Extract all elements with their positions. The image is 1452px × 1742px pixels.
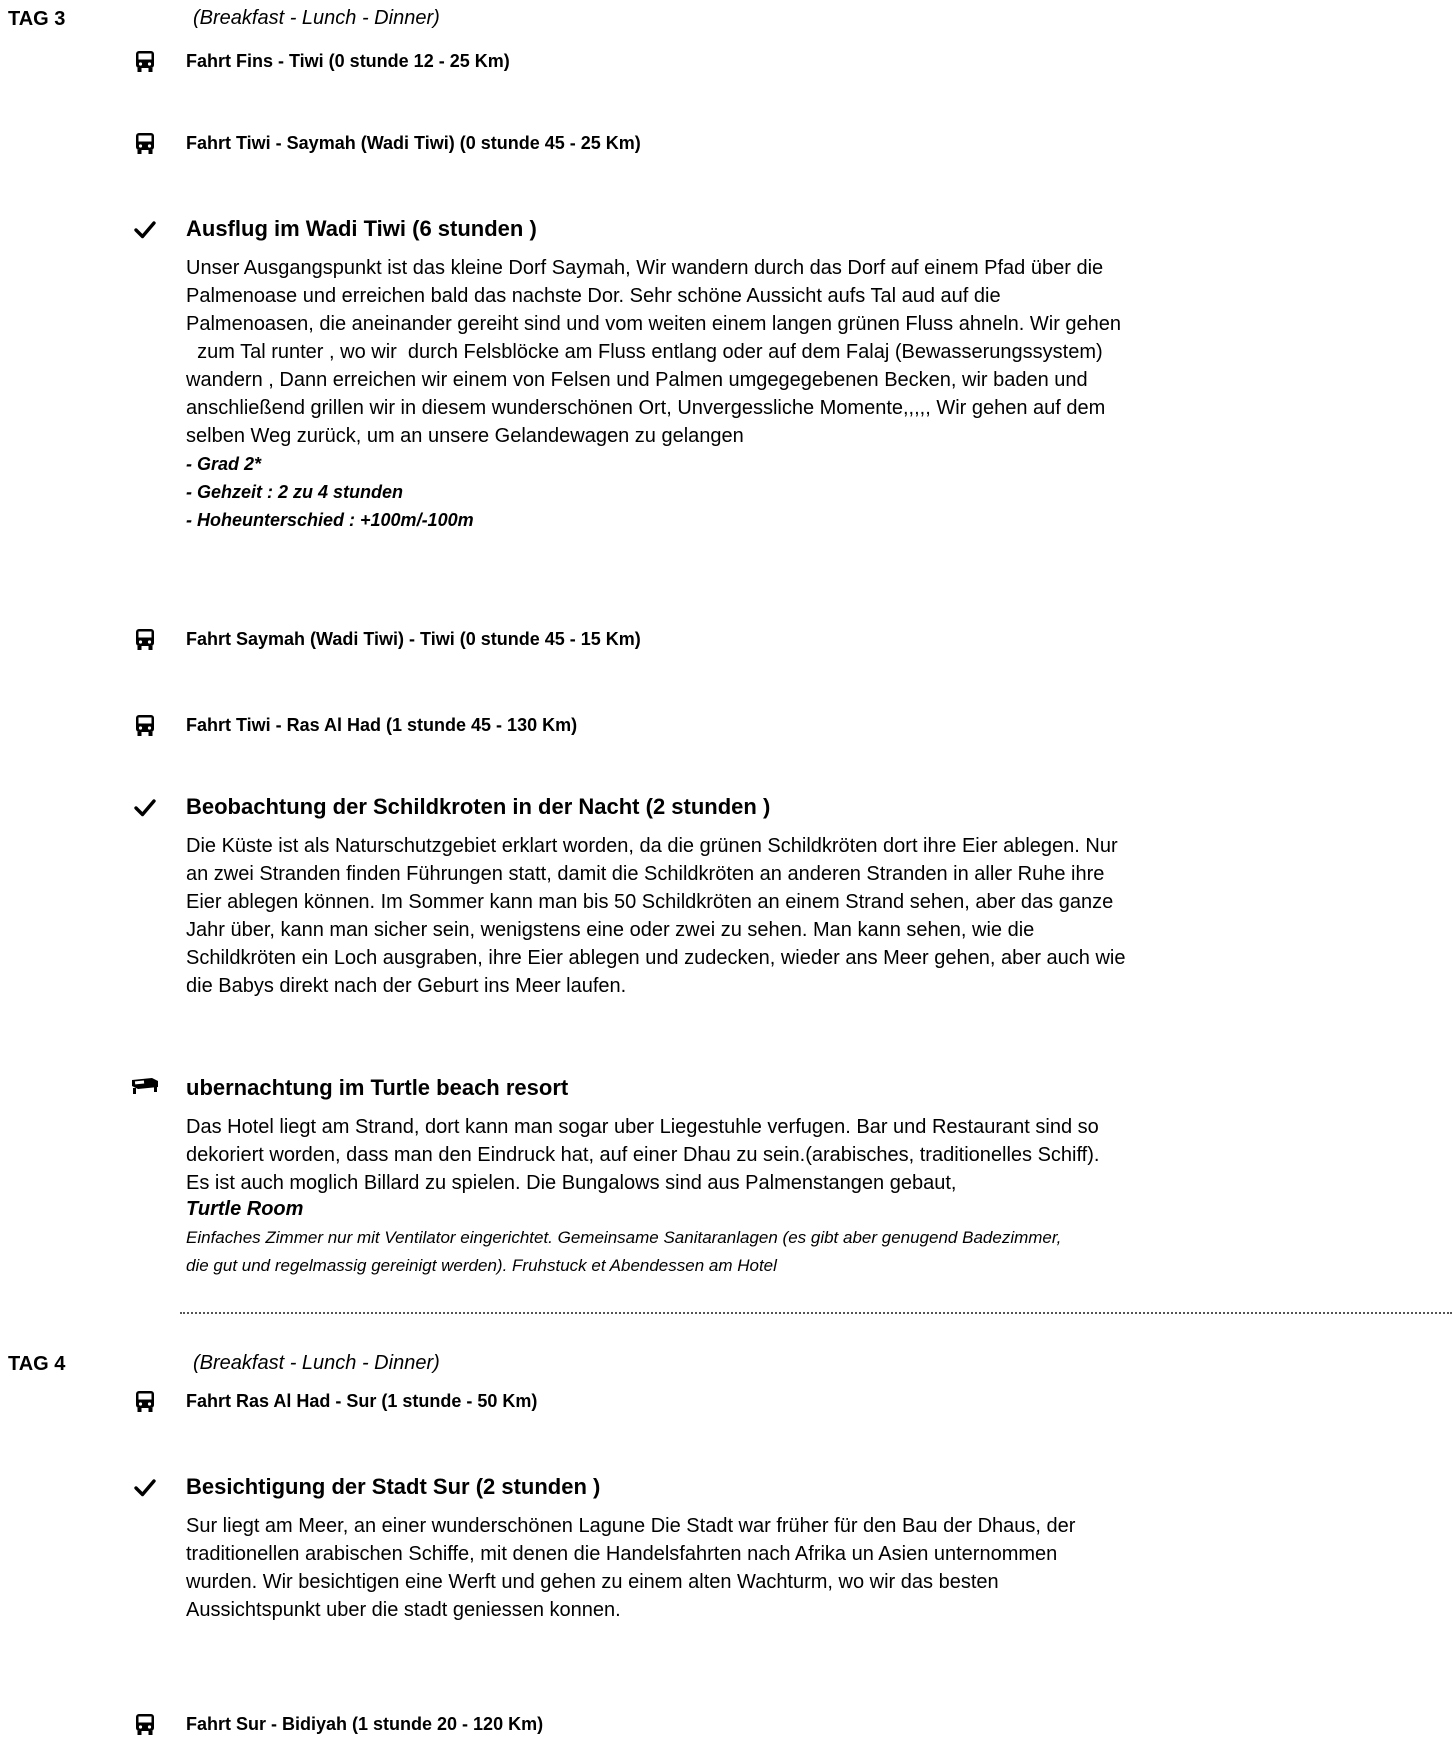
transfer-item: Fahrt Tiwi - Saymah (Wadi Tiwi) (0 stunde 45 - 25 Km) bbox=[186, 133, 641, 153]
bus-icon bbox=[133, 713, 157, 737]
transfer-item: Fahrt Fins - Tiwi (0 stunde 12 - 25 Km) bbox=[186, 51, 510, 71]
description-line: Jahr über, kann man sicher sein, wenigstens eine oder zwei zu sehen. Man kann sehen, wie die bbox=[186, 919, 1035, 941]
checkmark-icon bbox=[133, 218, 157, 242]
room-description bbox=[186, 1224, 1452, 1280]
bus-icon bbox=[133, 131, 157, 155]
description-line: die Babys direkt nach der Geburt ins Meer laufen. bbox=[186, 975, 627, 997]
description-line: Das Hotel liegt am Strand, dort kann man sogar uber Liegestuhle verfugen. Bar und Restaurant sind so bbox=[186, 1116, 1099, 1138]
transfer-item: Fahrt Ras Al Had - Sur (1 stunde - 50 Km) bbox=[186, 1391, 538, 1411]
elevation-difference: - Hoheunterschied : +100m/-100m bbox=[186, 510, 474, 530]
description-line: wurden. Wir besichtigen eine Werft und gehen zu einem alten Wachturm, wo wir das besten bbox=[186, 1571, 999, 1593]
description-line: dekoriert worden, dass man den Eindruck hat, auf einer Dhau zu sein.(arabisches, traditionelles Schiff). bbox=[186, 1144, 1100, 1166]
description-line: Aussichtspunkt uber die stadt geniessen konnen. bbox=[186, 1599, 621, 1621]
description-line: selben Weg zurück, um an unsere Gelandewagen zu gelangen bbox=[186, 425, 744, 447]
activity-title: Ausflug im Wadi Tiwi (6 stunden ) bbox=[186, 216, 537, 241]
transfer-item: Fahrt Tiwi - Ras Al Had (1 stunde 45 - 130 Km) bbox=[186, 715, 578, 735]
activity-title: Besichtigung der Stadt Sur (2 stunden ) bbox=[186, 1474, 601, 1499]
description-line: Palmenoasen, die aneinander gereiht sind und vom weiten einem langen grünen Fluss ahneln. Wir gehen bbox=[186, 313, 1122, 335]
bus-icon bbox=[133, 1712, 157, 1736]
description-line: an zwei Stranden finden Führungen statt, damit die Schildkröten an anderen Stranden in aller Ruhe ihre bbox=[186, 863, 1105, 885]
transfer-item: Fahrt Sur - Bidiyah (1 stunde 20 - 120 Km) bbox=[186, 1714, 544, 1734]
description-line: anschließend grillen wir in diesem wunderschönen Ort, Unvergessliche Momente,,,,, Wir gehen auf dem bbox=[186, 397, 1106, 419]
bus-icon bbox=[133, 627, 157, 651]
description-line: Die Küste ist als Naturschutzgebiet erklart worden, da die grünen Schildkröten dort ihre Eier ablegen. Nur bbox=[186, 835, 1118, 857]
description-line: Einfaches Zimmer nur mit Ventilator eingerichtet. Gemeinsame Sanitaranlagen (es gibt aber genugend Badezimmer, bbox=[186, 1228, 1062, 1247]
day-divider bbox=[180, 1312, 1452, 1314]
description-line: traditionellen arabischen Schiffe, mit denen die Handelsfahrten nach Afrika un Asien unternommen bbox=[186, 1543, 1058, 1565]
walking-time: - Gehzeit : 2 zu 4 stunden bbox=[186, 482, 404, 502]
activity-title: Beobachtung der Schildkroten in der Nacht (2 stunden ) bbox=[186, 794, 771, 819]
checkmark-icon bbox=[133, 1476, 157, 1500]
activity-description bbox=[186, 254, 1448, 534]
difficulty-grade: - Grad 2* bbox=[186, 454, 262, 474]
day-label: TAG 3 bbox=[8, 8, 66, 30]
description-line: Es ist auch moglich Billard zu spielen. Die Bungalows sind aus Palmenstangen gebaut, bbox=[186, 1172, 957, 1194]
description-line: Sur liegt am Meer, an einer wunderschönen Lagune Die Stadt war früher für den Bau der Dhaus, der bbox=[186, 1515, 1076, 1537]
meals-note: (Breakfast - Lunch - Dinner) bbox=[193, 1352, 440, 1374]
activity-description bbox=[186, 1512, 1448, 1624]
day-label: TAG 4 bbox=[8, 1353, 66, 1375]
description-line: die gut und regelmassig gereinigt werden). Fruhstuck et Abendessen am Hotel bbox=[186, 1256, 777, 1275]
description-line: Eier ablegen können. Im Sommer kann man bis 50 Schildkröten an einem Strand sehen, aber das ganze bbox=[186, 891, 1114, 913]
activity-description bbox=[186, 832, 1448, 1000]
description-line: zum Tal runter , wo wir durch Felsblöcke am Fluss entlang oder auf dem Falaj (Bewasserungssystem) bbox=[186, 341, 1103, 363]
transfer-item: Fahrt Saymah (Wadi Tiwi) - Tiwi (0 stunde 45 - 15 Km) bbox=[186, 629, 641, 649]
bus-icon bbox=[133, 49, 157, 73]
description-line: Unser Ausgangspunkt ist das kleine Dorf Saymah, Wir wandern durch das Dorf auf einem Pfad über die bbox=[186, 257, 1104, 279]
accommodation-title: ubernachtung im Turtle beach resort bbox=[186, 1075, 569, 1100]
bus-icon bbox=[133, 1389, 157, 1413]
description-line: Palmenoase und erreichen bald das nachste Dor. Sehr schöne Aussicht aufs Tal aud auf die bbox=[186, 285, 1001, 307]
room-type-title: Turtle Room bbox=[186, 1198, 304, 1220]
bed-icon bbox=[130, 1072, 160, 1096]
checkmark-icon bbox=[133, 796, 157, 820]
accommodation-description bbox=[186, 1113, 1448, 1197]
description-line: wandern , Dann erreichen wir einem von Felsen und Palmen umgegegebenen Becken, wir baden und bbox=[186, 369, 1088, 391]
description-line: Schildkröten ein Loch ausgraben, ihre Eier ablegen und zudecken, wieder ans Meer gehen, aber auch wie bbox=[186, 947, 1126, 969]
meals-note: (Breakfast - Lunch - Dinner) bbox=[193, 7, 440, 29]
